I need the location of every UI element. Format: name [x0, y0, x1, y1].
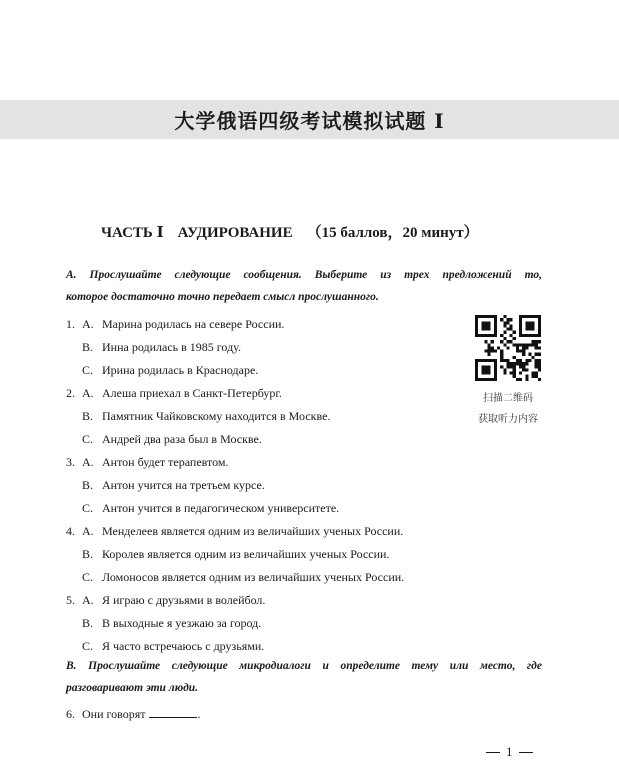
- option-letter[interactable]: C.: [82, 501, 94, 515]
- option-text[interactable]: Я играю с друзьями в волейбол.: [102, 593, 266, 607]
- option-letter[interactable]: B.: [82, 616, 94, 630]
- option-letter[interactable]: A.: [82, 524, 94, 538]
- section-a-instructions: [66, 264, 542, 308]
- option-letter[interactable]: A.: [82, 593, 94, 607]
- part-label: ЧАСТЬ Ⅰ: [101, 225, 164, 241]
- question-number: 4.: [66, 524, 75, 538]
- option-letter[interactable]: C.: [82, 432, 94, 446]
- option-letter[interactable]: A.: [82, 386, 94, 400]
- section-a-line2: которое достаточно точно передает смысл прослушанного.: [66, 291, 379, 303]
- option-text[interactable]: Антон учится на третьем курсе.: [102, 478, 265, 492]
- option-letter[interactable]: C.: [82, 639, 94, 653]
- option-text[interactable]: Алеша приехал в Санкт-Петербург.: [102, 386, 282, 400]
- page-dash-left: [486, 752, 500, 753]
- qr-code-icon: [475, 315, 541, 381]
- qr-caption-line1: 扫描二维码: [483, 393, 533, 404]
- option-text[interactable]: Менделеев является одним из величайших ученых России.: [102, 524, 404, 538]
- qr-caption-line2: 获取听力内容: [478, 414, 538, 425]
- section-b-line1: B. Прослушайте следующие микродиалоги и определите тему или место, где: [66, 660, 542, 672]
- part-heading: [101, 221, 479, 242]
- option-letter[interactable]: B.: [82, 478, 94, 492]
- question-number: 3.: [66, 455, 75, 469]
- page-number: [486, 744, 533, 760]
- option-letter[interactable]: C.: [82, 570, 94, 584]
- question-number: 1.: [66, 317, 75, 331]
- option-text[interactable]: Антон учится в педагогическом университете.: [102, 501, 340, 515]
- question-number: 5.: [66, 593, 75, 607]
- option-text[interactable]: Марина родилась на севере России.: [102, 317, 285, 331]
- option-text[interactable]: В выходные я уезжаю за город.: [102, 616, 262, 630]
- question-6-number: 6.: [66, 707, 75, 721]
- option-letter[interactable]: B.: [82, 409, 94, 423]
- option-letter[interactable]: B.: [82, 340, 94, 354]
- option-text[interactable]: Ломоносов является одним из величайших ученых России.: [102, 570, 405, 584]
- option-letter[interactable]: B.: [82, 547, 94, 561]
- option-letter[interactable]: A.: [82, 317, 94, 331]
- option-text[interactable]: Антон будет терапевтом.: [102, 455, 229, 469]
- page-dash-right: [519, 752, 533, 753]
- option-letter[interactable]: C.: [82, 363, 94, 377]
- section-a-line1: A. Прослушайте следующие сообщения. Выберите из трех предложений то,: [66, 269, 542, 281]
- section-b-instructions: [66, 655, 542, 699]
- option-text[interactable]: Инна родилась в 1985 году.: [102, 340, 241, 354]
- question-number: 2.: [66, 386, 75, 400]
- part-name: АУДИРОВАНИЕ: [177, 225, 293, 241]
- question-6-end: .: [197, 707, 201, 721]
- question-6-text: Они говорят: [82, 707, 146, 721]
- option-text[interactable]: Андрей два раза был в Москве.: [102, 432, 262, 446]
- section-b-line2: разговаривают эти люди.: [66, 682, 199, 694]
- option-text[interactable]: Я часто встречаюсь с друзьями.: [102, 639, 265, 653]
- option-text[interactable]: Королев является одним из величайших ученых России.: [102, 547, 390, 561]
- exam-title-band: [0, 100, 619, 139]
- part-meta: （15 баллов，20 минут）: [306, 225, 479, 241]
- option-text[interactable]: Ирина родилась в Краснодаре.: [102, 363, 259, 377]
- option-letter[interactable]: A.: [82, 455, 94, 469]
- answer-blank[interactable]: [149, 705, 197, 718]
- exam-title: 大学俄语四级考试模拟试题 Ⅰ: [174, 109, 445, 133]
- option-text[interactable]: Памятник Чайковскому находится в Москве.: [102, 409, 331, 423]
- page-number-value: 1: [506, 744, 513, 759]
- question-6: [66, 705, 200, 721]
